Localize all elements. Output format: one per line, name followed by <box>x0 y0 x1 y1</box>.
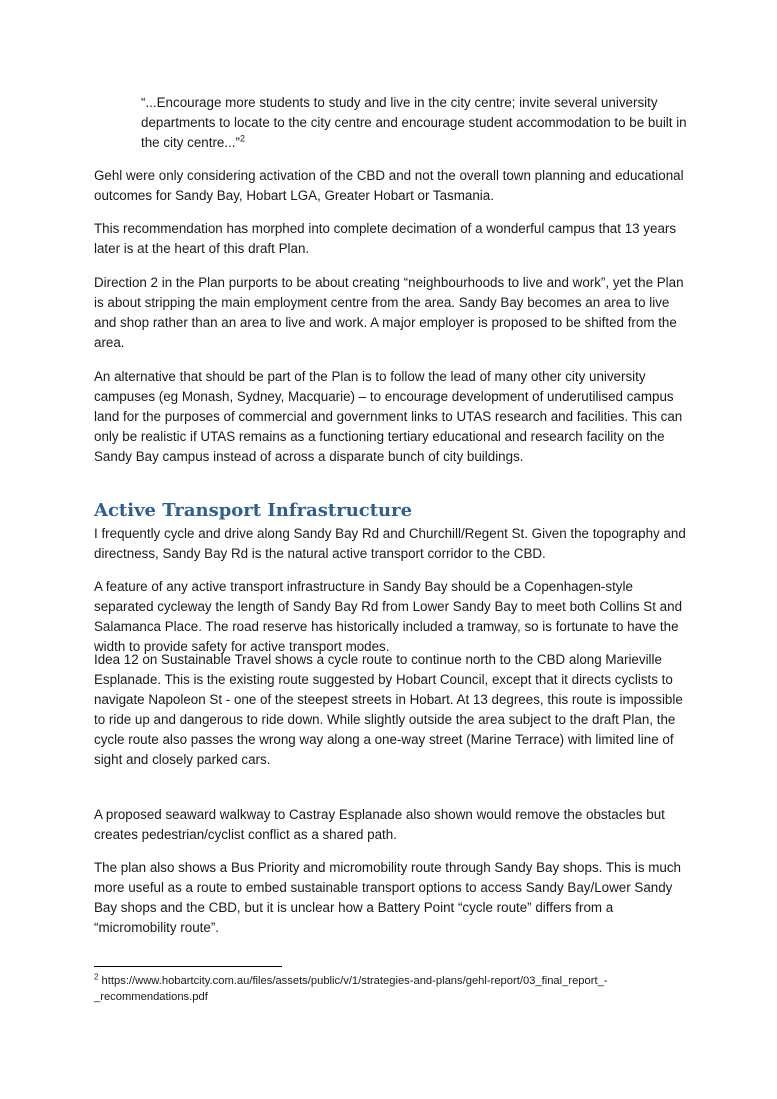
paragraph-cycle-drive: I frequently cycle and drive along Sandy Bay Rd and Churchill/Regent St. Given the topography and directness, Sandy Bay Rd is the natural active transport corridor to the CBD. <box>94 526 686 561</box>
paragraph-alternative: An alternative that should be part of the Plan is to follow the lead of many other city university campuses (eg Monash, Sydney, Macquarie) – to encourage development of underutilised campus land for the purposes of commercial and government links to UTAS research and facilities. This can only be realistic if UTAS remains as a functioning tertiary educational and research facility on the Sandy Bay campus instead of across a disparate bunch of city buildings. <box>94 369 683 464</box>
section-heading: Active Transport Infrastructure <box>94 500 413 521</box>
footnote <box>94 973 694 1005</box>
paragraph-idea-12: Idea 12 on Sustainable Travel shows a cycle route to continue north to the CBD along Marieville Esplanade. This is the existing route suggested by Hobart Council, except that it directs cyclists to navigate Napoleon St - one of the steepest streets in Hobart. At 13 degrees, this route is impossible to ride up and dangerous to ride down. While slightly outside the area subject to the draft Plan, the cycle route also passes the wrong way along a one-way street (Marine Terrace) with limited line of sight and closely parked cars. <box>94 652 683 767</box>
block-quote <box>141 93 701 153</box>
footnote-number: 2 <box>94 972 99 982</box>
paragraph-recommendation: This recommendation has morphed into complete decimation of a wonderful campus that 13 years later is at the heart of this draft Plan. <box>94 221 677 256</box>
footnote-separator <box>94 966 282 967</box>
footnote-url[interactable]: https://www.hobartcity.com.au/files/assets/public/v/1/strategies-and-plans/gehl-report/03_final_report_-_recommendations.pdf <box>94 975 608 1003</box>
paragraph-seaward-walkway: A proposed seaward walkway to Castray Esplanade also shown would remove the obstacles but creates pedestrian/cyclist conflict as a shared path. <box>94 807 665 842</box>
paragraph-bus-priority: The plan also shows a Bus Priority and micromobility route through Sandy Bay shops. This is much more useful as a route to embed sustainable transport options to access Sandy Bay/Lower Sandy Bay shops and the CBD, but it is unclear how a Battery Point “cycle route” differs from a “micromobility route”. <box>94 860 681 935</box>
paragraph-cycleway: A feature of any active transport infrastructure in Sandy Bay should be a Copenhagen-style separated cycleway the length of Sandy Bay Rd from Lower Sandy Bay to meet both Collins St and Salamanca Place. The road reserve has historically included a tramway, so is fortunate to have the width to provide safety for active transport modes. <box>94 579 683 654</box>
footnote-reference[interactable]: 2 <box>239 133 245 144</box>
paragraph-direction-2: Direction 2 in the Plan purports to be about creating “neighbourhoods to live and work”, yet the Plan is about stripping the main employment centre from the area. Sandy Bay becomes an area to live and shop rather than an area to live and work. A major employer is proposed to be shifted from the area. <box>94 275 684 350</box>
quote-text: “...Encourage more students to study and live in the city centre; invite several university departments to locate to the city centre and encourage student accommodation to be built in the city centre...” <box>141 95 687 150</box>
paragraph-gehl: Gehl were only considering activation of the CBD and not the overall town planning and educational outcomes for Sandy Bay, Hobart LGA, Greater Hobart or Tasmania. <box>94 168 684 203</box>
